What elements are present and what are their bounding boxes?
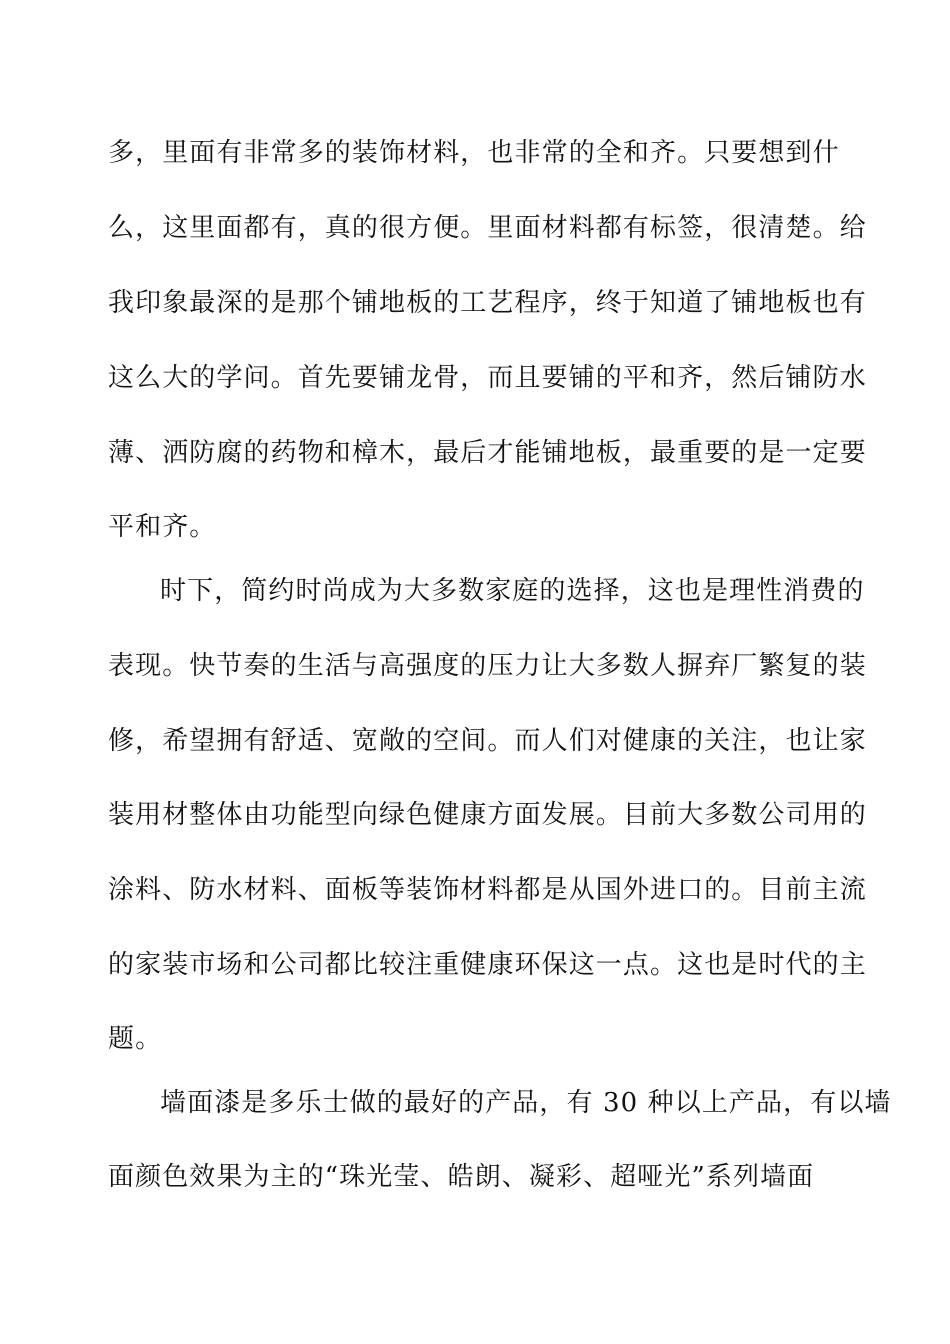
text-line: 这么大的学问。首先要铺龙骨，而且要铺的平和齐，然后铺防水	[108, 363, 867, 393]
text-line: 平和齐。	[108, 512, 217, 542]
text-line: 的家装市场和公司都比较注重健康环保这一点。这也是时代的主	[108, 950, 867, 980]
text-line: 表现。快节奏的生活与高强度的压力让大多数人摒弃厂繁复的装	[108, 651, 867, 681]
text-line: 多，里面有非常多的装饰材料，也非常的全和齐。只要想到什	[108, 138, 840, 168]
text-line: 涂料、防水材料、面板等装饰材料都是从国外进口的。目前主流	[108, 875, 867, 905]
text-line: 墙面漆是多乐士做的最好的产品，有 30 种以上产品，有以墙	[160, 1088, 892, 1118]
text-line: 我印象最深的是那个铺地板的工艺程序，终于知道了铺地板也有	[108, 288, 867, 318]
text-line: 面颜色效果为主的“珠光莹、皓朗、凝彩、超哑光”系列墙面	[108, 1162, 815, 1192]
text-line: 时下，简约时尚成为大多数家庭的选择，这也是理性消费的	[160, 576, 865, 606]
text-line: 薄、洒防腐的药物和樟木，最后才能铺地板，最重要的是一定要	[108, 438, 867, 468]
text-line: 题。	[108, 1024, 163, 1054]
text-line: 么，这里面都有，真的很方便。里面材料都有标签，很清楚。给	[108, 213, 867, 243]
text-line: 修，希望拥有舒适、宽敞的空间。而人们对健康的关注，也让家	[108, 726, 867, 756]
text-line: 装用材整体由功能型向绿色健康方面发展。目前大多数公司用的	[108, 800, 867, 830]
